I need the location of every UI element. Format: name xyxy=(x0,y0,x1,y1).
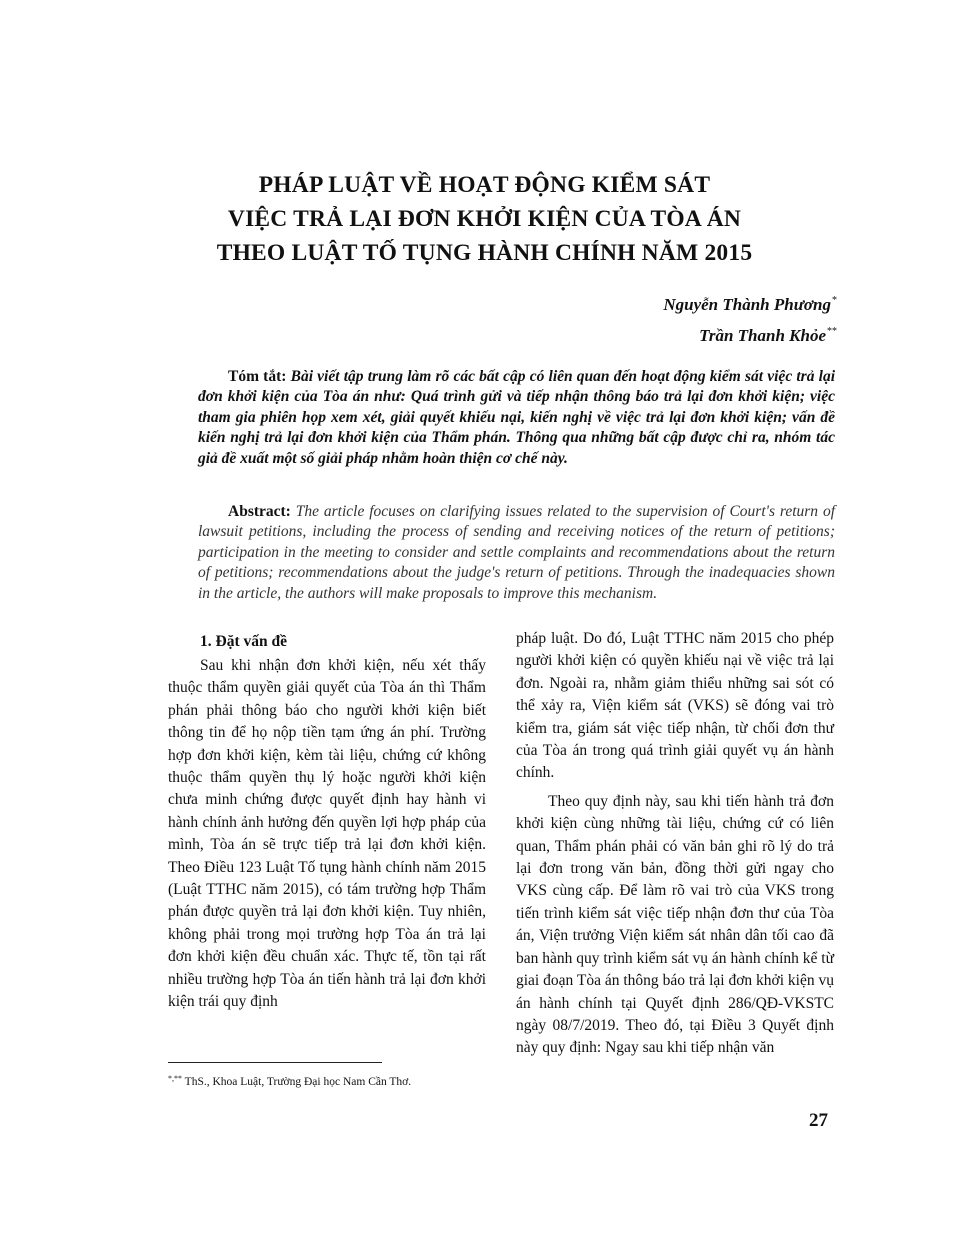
abstract-english-text: The article focuses on clarifying issues related to the supervision of Court's return of lawsuit petitions, including the process of sending and receiving notices of the return of petitions; participation in the meeting to consider and settle complaints and recommendations about the return of petitions; recommendations about the judge's return of petitions. Through the inadequacies shown in the article, the authors will make proposals to improve this mechanism. xyxy=(198,502,835,602)
author-1 xyxy=(663,287,837,318)
author-2 xyxy=(663,318,837,349)
article-title xyxy=(130,168,839,270)
abstract-vietnamese xyxy=(198,367,835,470)
footnote-text: ThS., Khoa Luật, Trường Đại học Nam Cần Thơ. xyxy=(184,1076,412,1088)
footnote xyxy=(168,1072,498,1089)
right-column xyxy=(516,628,834,1060)
footnote-divider xyxy=(168,1062,382,1063)
footnote-mark: *,** xyxy=(168,1074,182,1083)
body-paragraph-left: Sau khi nhận đơn khởi kiện, nếu xét thấy thuộc thẩm quyền giải quyết của Tòa án thì Thẩm phán phải thông báo cho người khởi kiện biết thông tin để họ nộp tiền tạm ứng án phí. Trường hợp đơn khởi kiện, kèm tài liệu, chứng cứ không thuộc thẩm quyền thụ lý hoặc người khởi kiện chưa minh chứng được quyết định hay hành vi hành chính ảnh hưởng đến quyền lợi hợp pháp của mình, Tòa án sẽ trực tiếp trả lại đơn khởi kiện. Theo Điều 123 Luật Tố tụng hành chính năm 2015 (Luật TTHC năm 2015), có tám trường hợp Thẩm phán được quyền trả lại đơn khởi kiện. Tuy nhiên, không phải trong mọi trường hợp Tòa án trả lại đơn khởi kiện đều chuẩn xác. Thực tế, tồn tại rất nhiều trường hợp Tòa án tiến hành trả lại đơn khởi kiện trái quy định xyxy=(168,657,486,1011)
abstract-vietnamese-text: Bài viết tập trung làm rõ các bất cập có liên quan đến hoạt động kiểm sát việc trả lại đơn khởi kiện của Tòa án như: Quá trình gửi và tiếp nhận thông báo trả lại đơn khởi kiện; việc tham gia phiên họp xem xét, giải quyết khiếu nại, kiến nghị về việc trả lại đơn khởi kiện; vấn đề kiến nghị trả lại đơn khởi kiện của Thẩm phán. Thông qua những bất cập được chỉ ra, nhóm tác giả đề xuất một số giải pháp nhằm hoàn thiện cơ chế này. xyxy=(198,367,836,467)
left-column xyxy=(168,631,486,1014)
author-1-name: Nguyễn Thành Phương xyxy=(663,295,831,314)
title-line-1: PHÁP LUẬT VỀ HOẠT ĐỘNG KIỂM SÁT xyxy=(258,172,711,198)
abstract-english-label: Abstract: xyxy=(228,502,291,520)
body-paragraph-right-2: Theo quy định này, sau khi tiến hành trả đơn khởi kiện cùng những tài liệu, chứng cứ có liên quan, Thẩm phán phải có văn bản ghi rõ lý do trả lại đơn trong văn bản, đồng thời gửi ngay cho VKS cùng cấp. Để làm rõ vai trò của VKS trong tiến trình kiểm sát việc tiếp nhận đơn thư của Tòa án, Viện trưởng Viện kiểm sát nhân dân tối cao đã ban hành quy trình kiểm sát vụ án hành chính kể từ giai đoạn Tòa án thông báo trả lại đơn khởi kiện vụ án hành chính tại Quyết định 286/QĐ-VKSTC ngày 08/7/2019. Theo đó, tại Điều 3 Quyết định này quy định: Ngay sau khi tiếp nhận văn xyxy=(516,792,834,1057)
abstract-english xyxy=(198,502,835,605)
author-1-mark: * xyxy=(832,295,837,306)
abstract-vietnamese-label: Tóm tắt: xyxy=(228,367,287,385)
page-number: 27 xyxy=(809,1110,828,1131)
author-2-name: Trần Thanh Khỏe xyxy=(699,326,826,345)
title-line-3: THEO LUẬT TỐ TỤNG HÀNH CHÍNH NĂM 2015 xyxy=(216,240,753,266)
body-paragraph-right-1: pháp luật. Do đó, Luật TTHC năm 2015 cho phép người khởi kiện có quyền khiếu nại về việc trả lại đơn. Ngoài ra, nhằm giảm thiểu những sai sót có thể xảy ra, Viện kiểm sát (VKS) sẽ đóng vai trò kiểm tra, giám sát việc tiếp nhận, từ chối đơn thư của Tòa án trong quá trình giải quyết vụ án hành chính. xyxy=(516,630,834,782)
section-heading: 1. Đặt vấn đề xyxy=(200,633,287,650)
author-2-mark: ** xyxy=(827,326,837,337)
title-line-2: VIỆC TRẢ LẠI ĐƠN KHỞI KIỆN CỦA TÒA ÁN xyxy=(227,206,742,232)
author-list xyxy=(663,287,837,349)
